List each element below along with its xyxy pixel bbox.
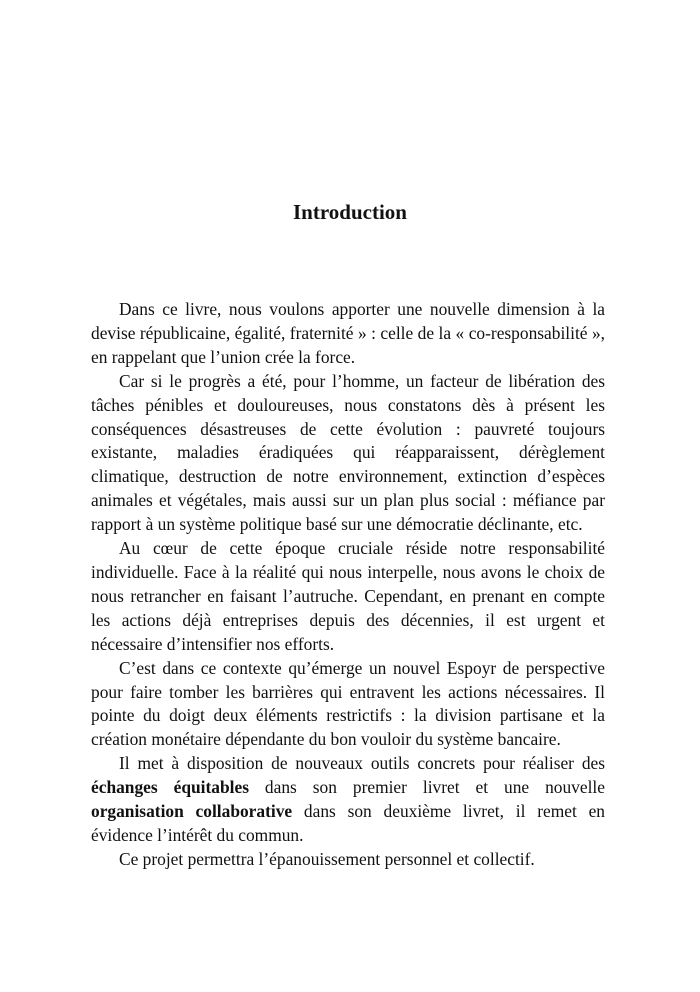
closing-paragraph: Ce projet permettra l’épanouissement personnel et collectif.: [119, 848, 535, 869]
emphasis-echanges-equitables: échanges équitables: [91, 777, 249, 798]
paragraph-5-text-2: dans son premier livret et une nouvelle: [248, 777, 605, 798]
paragraph-5-text-3: dans son deuxième livret, il remet en évidence l’intérêt du commun.: [91, 801, 605, 845]
paragraph-1: Dans ce livre, nous voulons apporter une nouvelle dimension à la devise républicaine, égalité, fraternité » : celle de la « co-responsabilité », en rappelant que l’union crée la force.: [91, 299, 605, 367]
paragraph-3: Au cœur de cette époque cruciale réside notre responsabilité individuelle. Face à la réalité qui nous interpelle, nous avons le choix de nous retrancher en faisant l’autruche. Cependant, en prenant en compte les actions déjà entreprises depuis des décennies, il est urgent et nécessaire d’intensifier nos efforts.: [91, 538, 605, 654]
chapter-title: Introduction: [293, 200, 407, 224]
paragraph-5-text-1: Il met à disposition de nouveaux outils concrets pour réaliser des: [119, 753, 605, 774]
paragraph-2: Car si le progrès a été, pour l’homme, un facteur de libération des tâches pénibles et douloureuses, nous constatons dès à présent les conséquences désastreuses de cette évolution : pauvreté toujours existante, maladies éradiquées qui réapparaissent, dérèglement climatique, destruction de notre environnement, extinction d’espèces animales et végétales, mais aussi sur un plan plus social : méfiance par rapport à un système politique basé sur une démocratie déclinante, etc.: [91, 370, 605, 535]
chapter-body: [91, 298, 605, 872]
paragraph-4: C’est dans ce contexte qu’émerge un nouvel Espoyr de perspective pour faire tomber les barrières qui entravent les actions nécessaires. Il pointe du doigt deux éléments restrictifs : la division partisane et la création monétaire dépendante du bon vouloir du système bancaire.: [91, 657, 605, 750]
paragraph-5: [91, 752, 605, 848]
emphasis-organisation-collaborative: organisation collaborative: [91, 801, 293, 822]
